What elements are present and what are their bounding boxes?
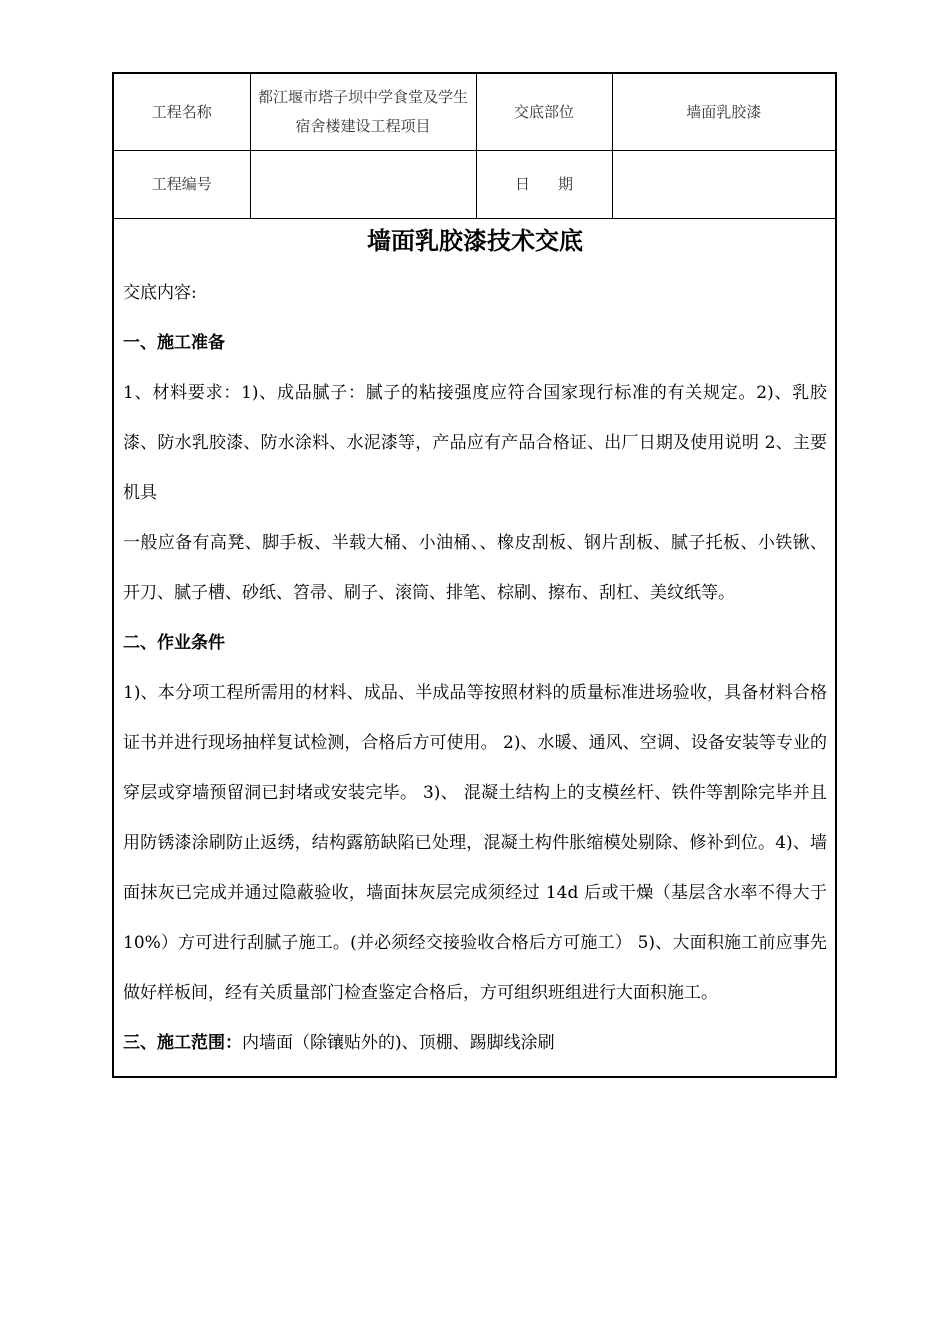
section-3-line [123,1018,827,1068]
handover-sheet [112,72,837,1078]
date-label: 日期 [514,175,601,193]
project-name-value: 都江堰市塔子坝中学食堂及学生宿舍楼建设工程项目 [258,88,469,135]
section-2-paragraph: 1)、本分项工程所需用的材料、成品、半成品等按照材料的质量标准进场验收，具备材料合格证书并进行现场抽样复试检测，合格后方可使用。 2)、水暖、通风、空调、设备安装等专业的穿层或穿墙预留洞已封堵或安装完毕。 3)、 混凝土结构上的支模丝杆、铁件等割除完毕并且用防锈漆涂刷防止返绣，结构露筋缺陷已处理，混凝土构件胀缩模处剔除、修补到位。4)、墙面抹灰已完成并通过隐蔽验收，墙面抹灰层完成须经过 14d 后或干燥（基层含水率不得大于 10%）方可进行刮腻子施工。(并必须经交接验收合格后方可施工） 5)、大面积施工前应事先做好样板间，经有关质量部门检查鉴定合格后，方可组织班组进行大面积施工。 [123,683,827,1003]
date-label-cell [476,151,612,219]
section-3-heading: 三、施工范围： [123,1033,242,1053]
section-3-text: 内墙面（除镶贴外的)、顶棚、踢脚线涂刷 [242,1033,555,1053]
header-row-project [114,74,835,151]
date-value [612,151,835,219]
section-1-paragraph-1: 1、材料要求：1)、成品腻子：腻子的粘接强度应符合国家现行标准的有关规定。2)、乳胶漆、防水乳胶漆、防水涂料、水泥漆等，产品应有产品合格证、出厂日期及使用说明 2、主要机具 [123,383,827,503]
project-name-cell [250,74,476,151]
handover-part-label: 交底部位 [476,74,612,151]
handover-part-value: 墙面乳胶漆 [612,74,835,151]
project-number-label: 工程编号 [114,151,250,219]
section-1-heading: 一、施工准备 [123,333,225,353]
content-label: 交底内容: [123,283,197,303]
header-row-number [114,151,835,219]
header-table [114,74,835,219]
document-title: 墙面乳胶漆技术交底 [367,226,583,255]
project-name-label: 工程名称 [114,74,250,151]
section-1-paragraph-2: 一般应备有高凳、脚手板、半载大桶、小油桶、、橡皮刮板、钢片刮板、腻子托板、小铁锹、开刀、腻子槽、砂纸、笤帚、刷子、滚筒、排笔、棕刷、擦布、刮杠、美纹纸等。 [123,533,827,603]
project-number-value [250,151,476,219]
document-body [114,219,835,1076]
section-2-heading: 二、作业条件 [123,633,225,653]
